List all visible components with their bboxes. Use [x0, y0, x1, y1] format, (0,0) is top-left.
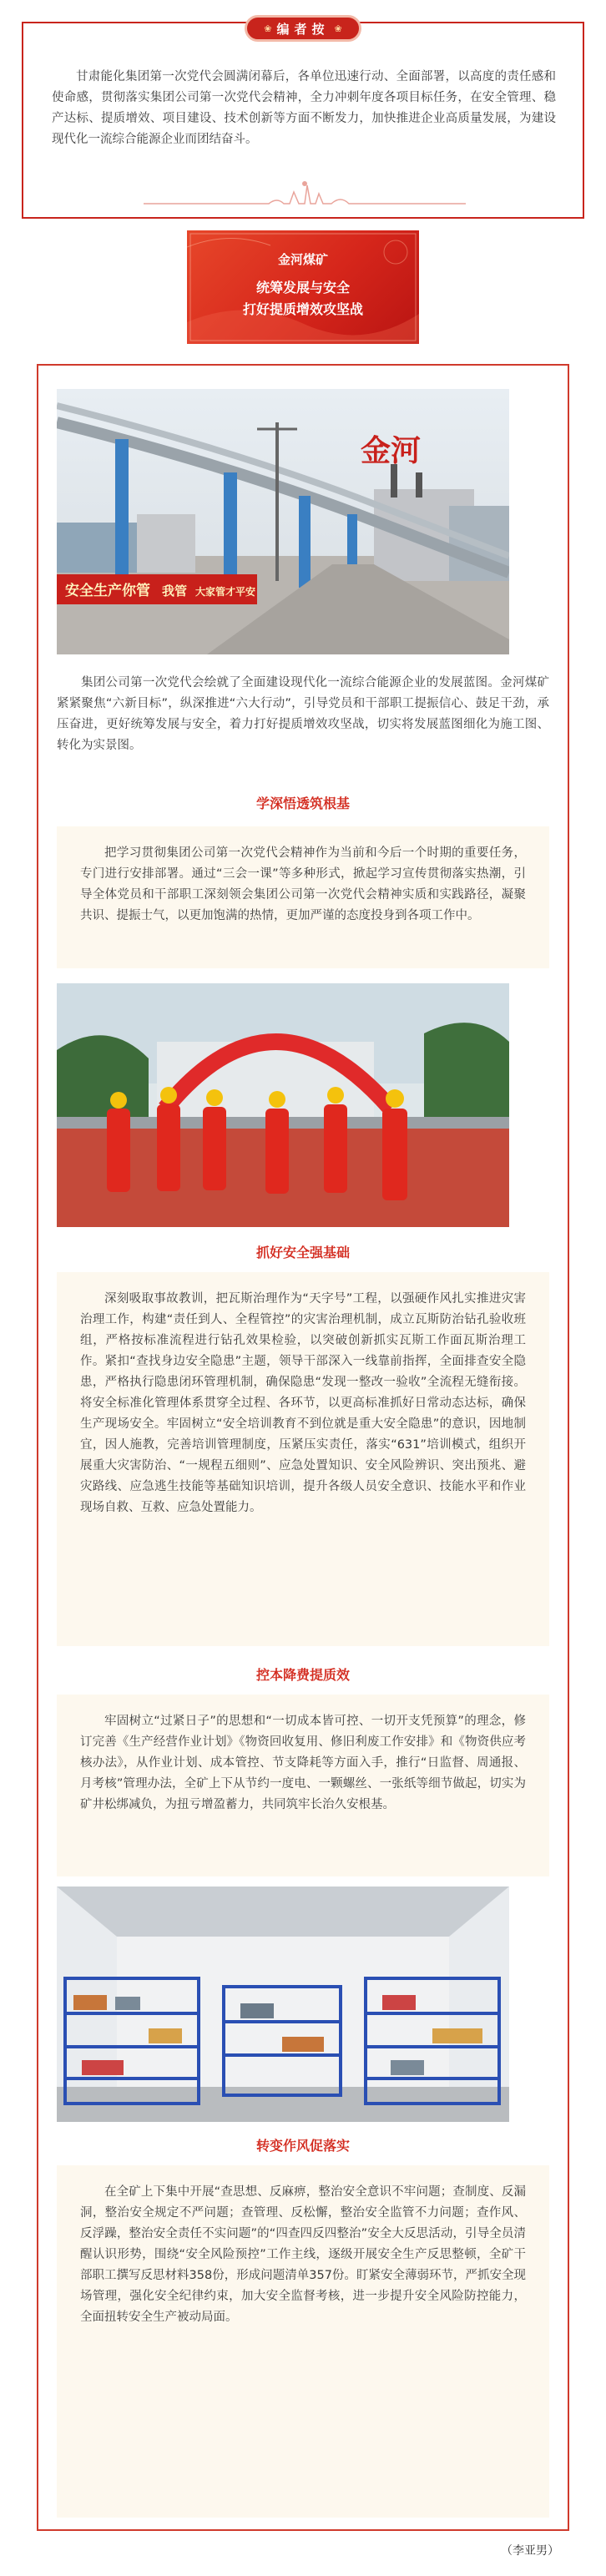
flower-icon: ❀	[264, 23, 272, 34]
section-heading-cost: 控本降费提质效	[255, 1667, 350, 1683]
decorative-skyline-icon	[144, 179, 466, 207]
materials-warehouse-photo	[57, 1887, 509, 2122]
title-banner	[187, 230, 419, 344]
section-safety-paragraph: 深刻吸取事故教训，把瓦斯治理作为“天字号”工程，以强硬作风扎实推进灾害治理工作，构建“责任到人、全程管控”的灾害治理机制，成立瓦斯防治钻孔验收班组，严格按标准流程进行钻孔效果检验，以突破创新抓实瓦斯工作面瓦斯治理工作。紧扣“查找身边安全隐患”主题，领导干部深入一线靠前指挥，全面排查安全隐患，严格执行隐患闭环管理机制，确保隐患“发现一整改一验收”全流程无缝衔接。将安全标准化管理体系贯穿全过程、各环节，以更高标准抓好日常动态达标，确保生产现场安全。牢固树立“安全培训教育不到位就是重大安全隐患”的意识，因地制宜，因人施教，完善培训管理制度，压紧压实责任，落实“631”培训模式，组织开展重大灾害防治、“一规程五细则”、应急处置知识、安全风险辨识、突出预兆、避灾路线、应急逃生技能等基础知识培训，提升各级人员安全意识、技能水平和作业现场自救、互救、应急处置能力。	[57, 1272, 549, 1646]
safety-workers-photo	[57, 983, 509, 1227]
section-study-paragraph: 把学习贯彻集团公司第一次党代会精神作为当前和今后一个时期的重要任务，专门进行安排部署。通过“三会一课”等多种形式，掀起学习宣传贯彻落实热潮，引导全体党员和干部职工深刻领会集团公司第一次党代会精神实质和实践路径，凝聚共识、提振士气，以更加饱满的热情，更加严谨的态度投身到各项工作中。	[57, 826, 549, 968]
section-conduct-paragraph: 在全矿上下集中开展“查思想、反麻痹，整治安全意识不牢问题；查制度、反漏洞，整治安全规定不严问题；查管理、反松懈，整治安全监管不力问题；查作风、反浮躁，整治安全责任不实问题”的“四查四反四整治”安全大反思活动，引导全员清醒认识形势，围绕“安全风险预控”工作主线，逐级开展安全生产反思整顿，全矿干部职工撰写反思材料358份，形成问题清单357份。盯紧安全薄弱环节，严抓安全现场管理，强化安全纪律约束，加大安全监督考核，进一步提升安全风险防控能力，全面扭转安全生产被动局面。	[57, 2165, 549, 2518]
banner-unit: 金河煤矿	[277, 252, 328, 267]
slogan-text-right: 大家管才平安	[195, 586, 256, 598]
author-credit: （李亚男）	[501, 2544, 559, 2558]
banner-title-line2: 打好提质增效攻坚战	[242, 301, 363, 317]
editor-note-text: 甘肃能化集团第一次党代会圆满闭幕后，各单位迅速行动、全面部署，以高度的责任感和使命感，贯彻落实集团公司第一次党代会精神，全力冲刺年度各项目标任务，在安全管理、稳产达标、提质增效、项目建设、技术创新等方面不断发力，加快推进企业高质量发展，为建设现代化一流综合能源企业而团结奋斗。	[52, 70, 556, 146]
editor-note-title: 编者按	[276, 21, 330, 37]
flower-icon: ❀	[334, 23, 342, 34]
section-heading-conduct: 转变作风促落实	[255, 2138, 350, 2154]
banner-title-line1: 统筹发展与安全	[255, 280, 350, 295]
section-heading-safety: 抓好安全强基础	[255, 1245, 350, 1260]
mine-sign-text: 金河	[361, 433, 422, 468]
section-cost-paragraph: 牢固树立“过紧日子”的思想和“一切成本皆可控、一切开支凭预算”的理念，修订完善《生产经营作业计划》《物资回收复用、修旧利废工作安排》和《物资供应考核办法》，从作业计划、成本管控、节支降耗等方面入手，推行“日监督、周通报、月考核”管理办法，全矿上下从节约一度电、一颗螺丝、一张纸等细节做起，切实为矿井松绑减负，为扭亏增盈蓄力，共同筑牢长治久安根基。	[57, 1695, 549, 1876]
slogan-text-left: 安全生产你管	[65, 583, 150, 599]
slogan-text-mid: 我管	[162, 583, 188, 599]
intro-paragraph: 集团公司第一次党代会绘就了全面建设现代化一流综合能源企业的发展蓝图。金河煤矿紧紧聚焦“六新目标”，纵深推进“六大行动”，引导党员和干部职工提振信心、鼓足干劲，承压奋进，更好统筹发展与安全，着力打好提质增效攻坚战，切实将发展蓝图细化为施工图、转化为实景图。	[57, 676, 549, 752]
section-heading-study: 学深悟透筑根基	[255, 796, 350, 811]
mine-entrance-photo	[57, 389, 509, 654]
editor-note-tab	[245, 15, 361, 42]
